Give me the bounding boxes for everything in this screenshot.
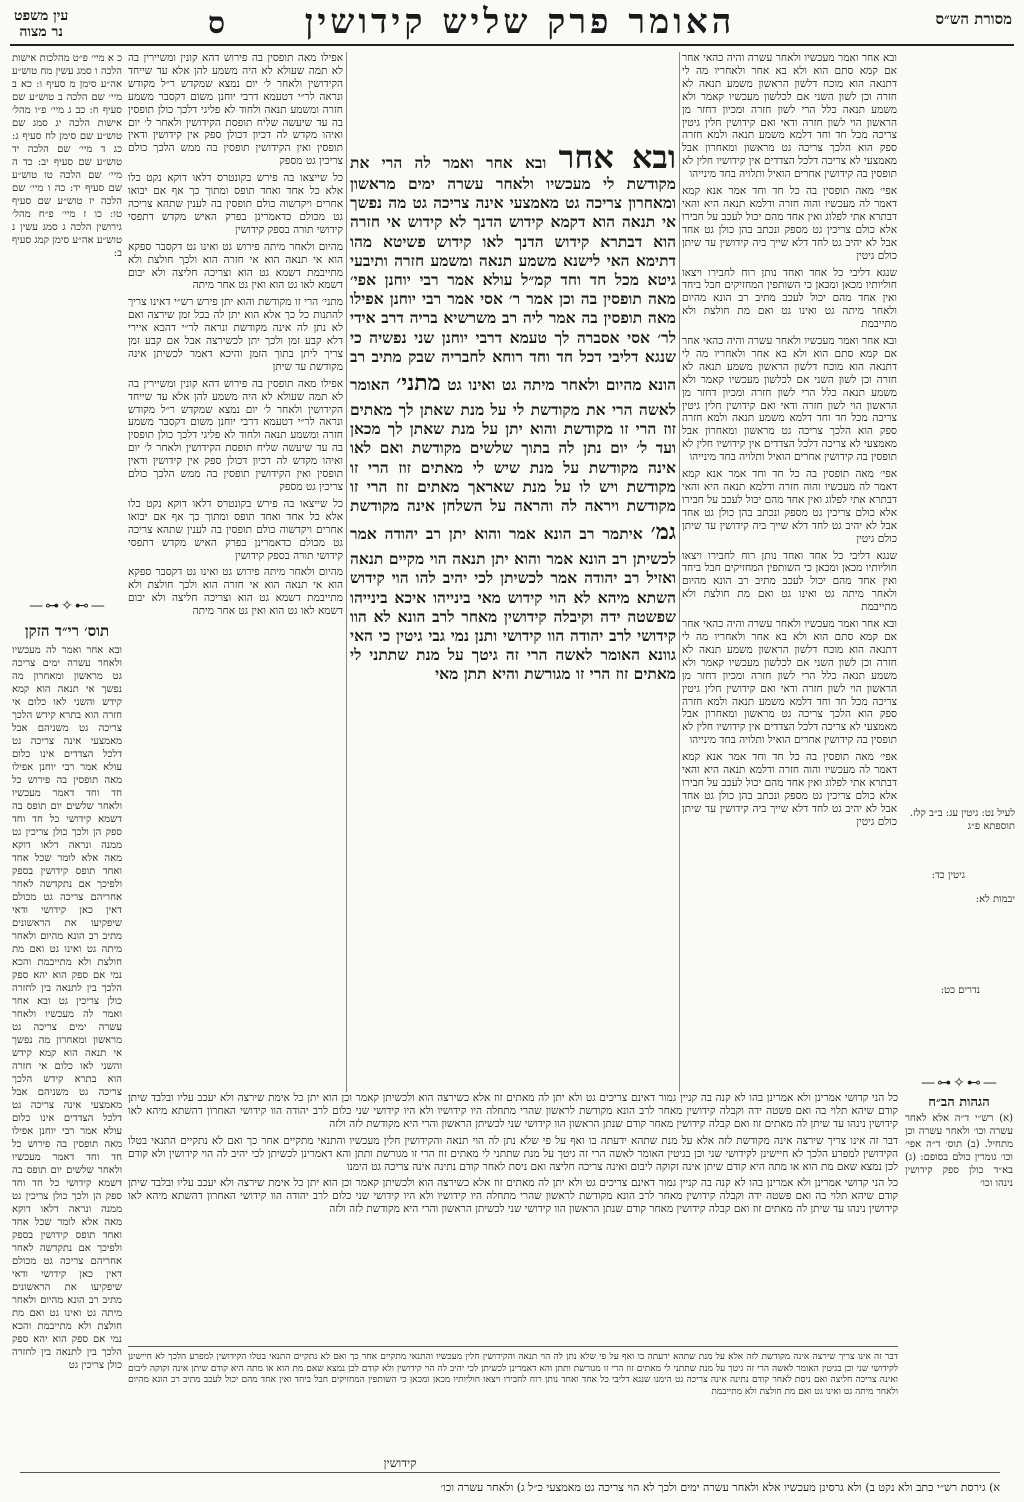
rashi-paragraph: אפי׳ מאה תופסין בה כל חד וחד אמר אנא קמא דאמר לה מעכשיו והוה חזרה ודלמא תנאה היא והאי דבתרא אתי לפלוג ואין אחד מהם יכול לעכב על חבירו אלא כולם צריכין גט מספק ונכתב בהן כולן גט אחד אבל לא יהיב גט לחד דלא שייך ביה קידושין עד שיתן כולם גיטין: [682, 468, 897, 545]
glosses-text: [905, 1112, 1013, 1232]
masoret-ref: נדרים כט:: [940, 985, 980, 996]
masoret-note: לעיל נט: גיטין עג: ב״ב קלז. תוספתא פ״ג: [909, 808, 1015, 832]
masoret-ref: גיטין כד:: [931, 870, 965, 881]
footnote-rule: [20, 1472, 1000, 1473]
gemara-text: ובא אחר ואמר לה הרי את מקודשת לי מעכשיו ולאחר עשרה ימים מראשון ומאחרון צריכה גט מאמצעי אינה צריכה גט מה נפשך אי תנאה הוא דקמא קידוש הדנך לא קידוש אי חזרה הוא דבתרא קידוש הדנך לאו קידוש פשיטא מהו דתימא האי לישנא משמע תנאה ומשמע חזרה ותיבעי גיטא מכל חד וחד קמ״ל עולא אמר רבי יוחנן אפי׳ מאה תופסין בה וכן אמר ר׳ אסי אמר רבי יוחנן אפילו מאה תופסין בה אמר ליה רב משרשיא בריה דרב אידי לר׳ אסי אסברה לך טעמא דרבי יוחנן שני נפשיה כי שנגא דליבי דכל חד וחד רוחא לחבריה שבק מתיב רב הונא מהיום ולאחר מיתה גט ואינו גט: [350, 153, 676, 395]
bottom-rule: [128, 1346, 898, 1347]
footnote: א) גירסת רש״י כתב ולא נקט ב) ולא גרסינן מעכשיו אלא ולאחר עשרה ימים ולכך לא הוי צריכה גט מאמצעי כ״ל ג) ולאחר עשרה וכו׳: [440, 1481, 1000, 1494]
commentary-paragraph: שנגא דליבי כל אחד ואחד נותן רוח לחבירו ויצאו חוליותיו מכאן ומכאן כי השותפין המחזיקים חבל ביחד ואין אחד מהם יכול לעכב מתיב רב הונא מהיום ולאחר מיתה גט ואינו גט ואם מת חולצת ולא מתייבמת: [128, 1375, 898, 1397]
rashi-paragraph: ובא אחר ואמר מעכשיו ולאחר עשרה והיה כהאי אחר אם קמא סתם הוא ולא בא אחר ולאחריו מה לי דתנאה הוא מוכח דלשון הראשון משמע תנאה לא חזרה וכן לשון השני אם לכלשון מעכשיו קאמר ולא משמע תנאה כלל הרי לשון חזרה ומכיון דחזר מן הראשון הוי לשון חזרה ודאי ואם קידושין חלין גיטין צריכה מכל חד וחד דלמא משמע תנאה ולמא חזרה ספק הוא הלכך צריכה גט מראשון ומאחרון אבל מאמצעי לא צריכה דלכל הצדדים אין קידושיו חלין לא תופסין בה קידושין אחרים הואיל ותלויה בחד מינייהו: [682, 335, 897, 464]
masoret-margin: [903, 52, 1015, 1092]
tosafot-commentary: [128, 52, 343, 1082]
rashi-paragraph: ובא אחר ואמר מעכשיו ולאחר עשרה והיה כהאי אחר אם קמא סתם הוא ולא בא אחר ולאחריו מה לי דתנאה הוא מוכח דלשון הראשון משמע תנאה לא חזרה וכן לשון השני אם לכלשון מעכשיו קאמר ולא משמע תנאה כלל הרי לשון חזרה ומכיון דחזר מן הראשון הוי לשון חזרה ודאי ואם קידושין חלין גיטין צריכה מכל חד וחד דלמא משמע תנאה ולמא חזרה ספק הוא הלכך צריכה גט מראשון ומאחרון אבל מאמצעי לא צריכה דלכל הצדדים אין קידושיו חלין לא תופסין בה קידושין אחרים הואיל ותלויה בחד מינייהו: [682, 618, 897, 747]
mishna-text: האומר לאשה הרי את מקודשת לי על מנת שאתן לך מאתים זוז הרי זו מקודשת והוא יתן על מנת שאתן לך מכאן ועד ל׳ יום נתן לה בתוך שלשים מקודשת ואם לאו אינה מקודשת על מנת שיש לי מאתים זוז הרי זו מקודשת ויש לו על מנת שאראך מאתים זוז הרי זו מקודשת ויראה לה והראה על השלחן אינה מקודשת: [350, 375, 676, 516]
header-rule: [10, 44, 1014, 46]
rashi-paragraph: ובא אחר ואמר מעכשיו ולאחר עשרה והיה כהאי אחר אם קמא סתם הוא ולא בא אחר ולאחריו מה לי דתנאה הוא מוכח דלשון הראשון משמע תנאה לא חזרה וכן לשון השני אם לכלשון מעכשיו קאמר ולא משמע תנאה כלל הרי לשון חזרה ומכיון דחזר מן הראשון הוי לשון חזרה ודאי ואם קידושין חלין גיטין צריכה מכל חד וחד דלמא משמע תנאה ולמא חזרה ספק הוא הלכך צריכה גט מראשון ומאחרון אבל מאמצעי לא צריכה דלכל הצדדים אין קידושיו חלין לא תופסין בה קידושין אחרים הואיל ותלויה בחד מינייהו: [682, 52, 897, 181]
rashi-bottom-paragraph: כל הני קדושי אמרינן ולא אמרינן בהו לא קנה בה קניין גמור דאינם צריכים גט ולא יתן לה מאתים זוז אלא כשירצה הוא ולכשיתן קאמר וכן הוא יתן כל אימת שירצה ולא יעכב עליו ובלבד שיתן קודם שיהא תלוי בה ואם פשטה ידה וקבלה קידושין מאחר לרב הונא מקודשת לראשון שהרי מתחלה היו קידושיו ולא היו קידושי שני כלום לרב יהודה הוו קידושי האחרון דהשתא מיהא לאו קידושין נינהו עד שיתן לה מאתים זוז ואם קבלה קידושין מאחר קודם שנתן הראשון הוו קידושי שני לכשיתן הראשון והרי היא מקודשת לזה ולזה: [128, 1177, 898, 1216]
tosafot-paragraph: מהיום ולאחר מיתה פירוש גט ואינו גט דקסבר ספקא הוא אי תנאה הוא אי חזרה הוא ולכך חולצת ולא מתייבמת דשמא גט הוא וצריכה חליצה ולא יבום דשמא לאו גט הוא ואין גט אחר מיתה: [128, 566, 343, 618]
tosafot-paragraph: מהיום ולאחר מיתה פירוש גט ואינו גט דקסבר ספקא הוא אי תנאה הוא אי חזרה הוא ולכך חולצת ולא מתייבמת דשמא גט הוא וצריכה חליצה ולא יבום דשמא לאו גט הוא ואין גט אחר מיתה: [128, 240, 343, 292]
tosafot-paragraph: אפילו מאה תופסין בה פירוש דהא קונין ומשיירין בה לא תמה שעולא לא היה משמע להן אלא עד שייחד הקידושין ולאחר ל׳ יום נמצא שמקדש ר״ל מקודש ונראה לר״י דטעמא דרבי יוחנן משום דקסבר משמע חזרה ומשמע תנאה ולחוד לא פליגי דלכך כולן תופסין בה עד שיעשה שליח תופסת הקידושין ולאחר ל׳ יום ואיהו מקדש לה דכיון דכולן ספק אין קידושין ודאין תופסין ואין הקידושין תופסין בה ממש הלכך כולם צריכין גט מספק: [128, 52, 343, 168]
rashi-paragraph: שנגא דליבי כל אחד ואחד נותן רוח לחבירו ויצאו חוליותיו מכאן ומכאן כי השותפין המחזיקים חבל ביחד ואין אחד מהם יכול לעכב מתיב רב הונא מהיום ולאחר מיתה גט ואינו גט ואם מת חולצת ולא מתייבמת: [682, 549, 897, 614]
tosafot-rid-paragraph: ובא אחר ואמר לה מעכשיו ולאחר עשרה ימים צריכה גט מראשון ומאחרון מה נפשך אי תנאה הוא קמא קידש והשני לאו כלום אי חזרה הוא בתרא קידש הלכך צריכה גט משניהם אבל מאמצעי אינה צריכה גט דלכל הצדדים אינו כלום עולא אמר רבי יוחנן אפילו מאה תופסין בה פירוש כל חד וחד דאמר מעכשיו ולאחר שלשים יום תופס בה דשמא קידושי כל חד וחד ספק הן ולכך כולן צריכין גט ממנה ונראה דלאו דוקא מאה אלא לומר שכל אחד ואחד תופס קידושין בספק ולפיכך אם נתקדשה לאחר אחריהם צריכה גט מכולם דאין כאן קידושי ודאי שיפקיעו את הראשונים מתיב רב הונא מהיום ולאחר מיתה גט ואינו גט ואם מת חולצת ולא מתייבמת והכא נמי אם ספק הוא יהא ספק הלכך בין לתנאה בין לחזרה כולן צריכין גט: [12, 645, 122, 1007]
tosafot-paragraph: אפילו מאה תופסין בה פירוש דהא קונין ומשיירין בה לא תמה שעולא לא היה משמע להן אלא עד שייחד הקידושין ולאחר ל׳ יום נמצא שמקדש ר״ל מקודש ונראה לר״י דטעמא דרבי יוחנן משום דקסבר משמע חזרה ומשמע תנאה ולחוד לא פליגי דלכך כולן תופסין בה עד שיעשה שליח תופסת הקידושין ולאחר ל׳ יום ואיהו מקדש לה דכיון דכולן ספק אין קידושין ודאין תופסין ואין הקידושין תופסין בה ממש הלכך כולם צריכין גט מספק: [128, 377, 343, 493]
gemara-text: איתמר רב הונא אמר והוא יתן רב יהודה אמר לכשיתן רב הונא אמר והוא יתן תנאה הוי מקיים תנאה ואזיל רב יהודה אמר לכשיתן לכי יהיב להו הוי קידוש השתא מיהא לא הוי קידוש מאי בינייהו איכא בינייהו שפשטה ידה וקיבלה קידושין מאחר לרב הונא לא הוו קידושי לרב יהודה הוו קידושי ותנן נמי גבי גיטין כי האי גוונא האומר לאשה הרי זה גיטך על מנת שתתני לי מאתים זוז הרי זו מגורשת והיא תתן: [350, 524, 676, 684]
rashi-bottom-paragraph: כל הני קדושי אמרינן ולא אמרינן בהו לא קנה בה קניין גמור דאינם צריכים גט ולא יתן לה מאתים זוז אלא כשירצה הוא ולכשיתן קאמר וכן הוא יתן כל אימת שירצה ולא יעכב עליו ובלבד שיתן קודם שיהא תלוי בה ואם פשטה ידה וקבלה קידושין מאחר לרב הונא מקודשת לראשון שהרי מתחלה היו קידושיו ולא היו קידושי שני כלום לרב יהודה הוו קידושי האחרון דהשתא מיהא לאו קידושין נינהו עד שיתן לה מאתים זוז ואם קבלה קידושין מאחר קודם שנתן הראשון הוו קידושי שני לכשיתן הראשון והרי היא מקודשת לזה ולזה: [128, 1092, 898, 1130]
page-header: [0, 0, 1024, 46]
ein-mishpat-text: כ א מיי׳ פ״ט מהלכות אישות הלכה ו סמג עשין מח טוש״ע אה״ע סימן מ סעיף ו: כא ב מיי׳ שם הלכה ב טוש״ע שם סעיף ח: כב ג מיי׳ פ״ו מהל׳ אישות הלכה יג סמג שם טוש״ע שם סימן לח סעיף ג: כג ד מיי׳ שם הלכה יד טוש״ע שם סעיף יב: כד ה מיי׳ שם הלכה טו טוש״ע שם סעיף יד: כה ו מיי׳ שם הלכה יז טוש״ע שם סעיף טו: כו ז מיי׳ פ״ח מהל׳ גירושין הלכה ג סמג עשין נ טוש״ע אה״ע סימן קמג סעיף ב:: [12, 53, 122, 259]
mishna-label: מתני׳: [396, 370, 441, 397]
folio-number: ס: [208, 6, 226, 41]
rashi-commentary: [682, 52, 897, 1082]
tosafot-paragraph: כל שייצאו בה פירש בקונטרס דלאו דוקא נקט כלו אלא כל אחד ואחד תופס ומתוך כך אף אם יבואו אחרים ויקדשוה כולם תופסין בה לענין שתהא צריכה גט מכולם כדאמרינן בפרק האיש מקדש דתפסי קידושי תורה בספק קידושין: [128, 172, 343, 236]
rashi-bottom-paragraph: דבר זה אינו צריך שירצה אינה מקודשת לזה אלא על מנת שתהא ידעתה בו ואף על פי שלא נתן לה הוי תנאה והקידושין חלין מעכשיו והתנאי מתקיים אחר כך ואם לא נתקיים התנאי בטלו הקידושין למפרע הלכך לא חיישינן לקידושי שני וכן בגיטין האומר לאשה הרי זה גיטך על מנת שתתני לי מאתים זוז הרי זו מגורשת ותתן והא דאמרינן לכשיתן לכי יהיב לה הוי קידושין ולא קודם לכן נמצא שאם מת הוא או מתה היא קודם שיתן אינה זקוקה ליבום ואינה צריכה חליצה ואם ניסת לאחר קודם נתינה אינה צריכה גט הימנו: [128, 1134, 898, 1173]
tosafot-rid-text: [12, 644, 122, 1374]
masoret-hashas-label: מסורת הש״ס: [935, 10, 1012, 28]
center-right-rule: [679, 52, 680, 1092]
glosses-paragraph: (א) רש״י ד״ה אלא לאחר עשרה וכו׳ ולאחר עשרה וכן מתחיל. (ב) תוס׳ ד״ה אפי׳ וכו׳ גומרין כולם בסופם: (ג) בא״ד כולן ספק קידושין נינהו וכו׳: [905, 1113, 1013, 1189]
other-commentaries: [128, 1352, 898, 1452]
rashi-bottom: [128, 1092, 898, 1342]
gemara-opening-words: ובא אחר: [558, 140, 676, 176]
ornament-divider: —⊶✧⊷—: [29, 598, 107, 614]
rashi-paragraph: אפי׳ מאה תופסין בה כל חד וחד אמר אנא קמא דאמר לה מעכשיו והוה חזרה ודלמא תנאה היא והאי דבתרא אתי לפלוג ואין אחד מהם יכול לעכב על חבירו אלא כולם צריכין גט מספק ונכתב בהן כולן גט אחד אבל לא יהיב גט לחד דלא שייך ביה קידושין עד שיתן כולם גיטין: [682, 751, 897, 828]
gemara-main-text: [350, 140, 676, 1085]
tosafot-rid-title: תוס׳ רי״ד הזקן: [24, 622, 110, 640]
tosafot-paragraph: מתני׳ הרי זו מקודשת והוא יתן פירש רש״י דאינו צריך להתנות כל כך אלא הוא יתן לה בכל זמן שירצה ואם לא נתן לה אינה מקודשת ונראה לר״י דהכא איירי דלא קבע זמן ולכך יתן לכשירצה אבל אם קבע זמן צריך ליתן בתוך הזמן והיכא דאמר לכשיתן אינה מקודשת עד שיתן: [128, 296, 343, 373]
rashi-paragraph: שנגא דליבי כל אחד ואחד נותן רוח לחבירו ויצאו חוליותיו מכאן ומכאן כי השותפין המחזיקים חבל ביחד ואין אחד מהם יכול לעכב מתיב רב הונא מהיום ולאחר מיתה גט ואינו גט ואם מת חולצת ולא מתייבמת: [682, 266, 897, 331]
rashi-paragraph: אפי׳ מאה תופסין בה כל חד וחד אמר אנא קמא דאמר לה מעכשיו והוה חזרה ודלמא תנאה היא והאי דבתרא אתי לפלוג ואין אחד מהם יכול לעכב על חבירו אלא כולם צריכין גט מספק ונכתב בהן כולן גט אחד אבל לא יהיב גט לחד דלא שייך ביה קידושין עד שיתן כולם גיטין: [682, 185, 897, 262]
chapter-title: האומר פרק שליש קידושין: [304, 2, 736, 42]
tosafot-paragraph: כל שייצאו בה פירש בקונטרס דלאו דוקא נקט כלו אלא כל אחד ואחד תופס ומתוך כך אף אם יבואו אחרים ויקדשוה כולם תופסין בה לענין שתהא צריכה גט מכולם כדאמרינן בפרק האיש מקדש דתפסי קידושי תורה בספק קידושין: [128, 497, 343, 562]
center-left-rule: [346, 52, 347, 1092]
catchword: קידושין: [383, 1456, 417, 1470]
commentary-paragraph: דבר זה אינו צריך שירצה אינה מקודשת לזה אלא על מנת שתהא ידעתה בו ואף על פי שלא נתן לה הוי תנאה והקידושין חלין מעכשיו והתנאי מתקיים אחר כך ואם לא נתקיים התנאי בטלו הקידושין למפרע הלכך לא חיישינן לקידושי שני וכן בגיטין האומר לאשה הרי זה גיטך על מנת שתתני לי מאתים זוז הרי זו מגורשת ותתן והא דאמרינן לכשיתן לכי יהיב לה הוי קידושין ולא קודם לכן נמצא שאם מת הוא או מתה היא קודם שיתן אינה זקוקה ליבום ואינה צריכה חליצה ואם ניסת לאחר קודם נתינה אינה צריכה גט הימנו: [128, 1352, 898, 1385]
ornament-divider: —⊶✧⊷—: [921, 1075, 999, 1091]
gemara-catchword: מאי: [435, 664, 459, 684]
gemara-label: גמ׳: [650, 519, 676, 546]
tosafot-rid-paragraph: ובא אחר ואמר לה מעכשיו ולאחר עשרה ימים צריכה גט מראשון ומאחרון מה נפשך אי תנאה הוא קמא קידש והשני לאו כלום אי חזרה הוא בתרא קידש הלכך צריכה גט משניהם אבל מאמצעי אינה צריכה גט דלכל הצדדים אינו כלום עולא אמר רבי יוחנן אפילו מאה תופסין בה פירוש כל חד וחד דאמר מעכשיו ולאחר שלשים יום תופס בה דשמא קידושי כל חד וחד ספק הן ולכך כולן צריכין גט ממנה ונראה דלאו דוקא מאה אלא לומר שכל אחד ואחד תופס קידושין בספק ולפיכך אם נתקדשה לאחר אחריהם צריכה גט מכולם דאין כאן קידושי ודאי שיפקיעו את הראשונים מתיב רב הונא מהיום ולאחר מיתה גט ואינו גט ואם מת חולצת ולא מתייבמת והכא נמי אם ספק הוא יהא ספק הלכך בין לתנאה בין לחזרה כולן צריכין גט: [12, 996, 122, 1371]
ein-mishpat-notes: [12, 52, 122, 452]
masoret-note: יבמות לא:: [975, 894, 1015, 905]
ein-mishpat-label: עין משפט נר מצוה: [14, 8, 69, 40]
glosses-title: הגהות הב״ח: [928, 1095, 990, 1110]
